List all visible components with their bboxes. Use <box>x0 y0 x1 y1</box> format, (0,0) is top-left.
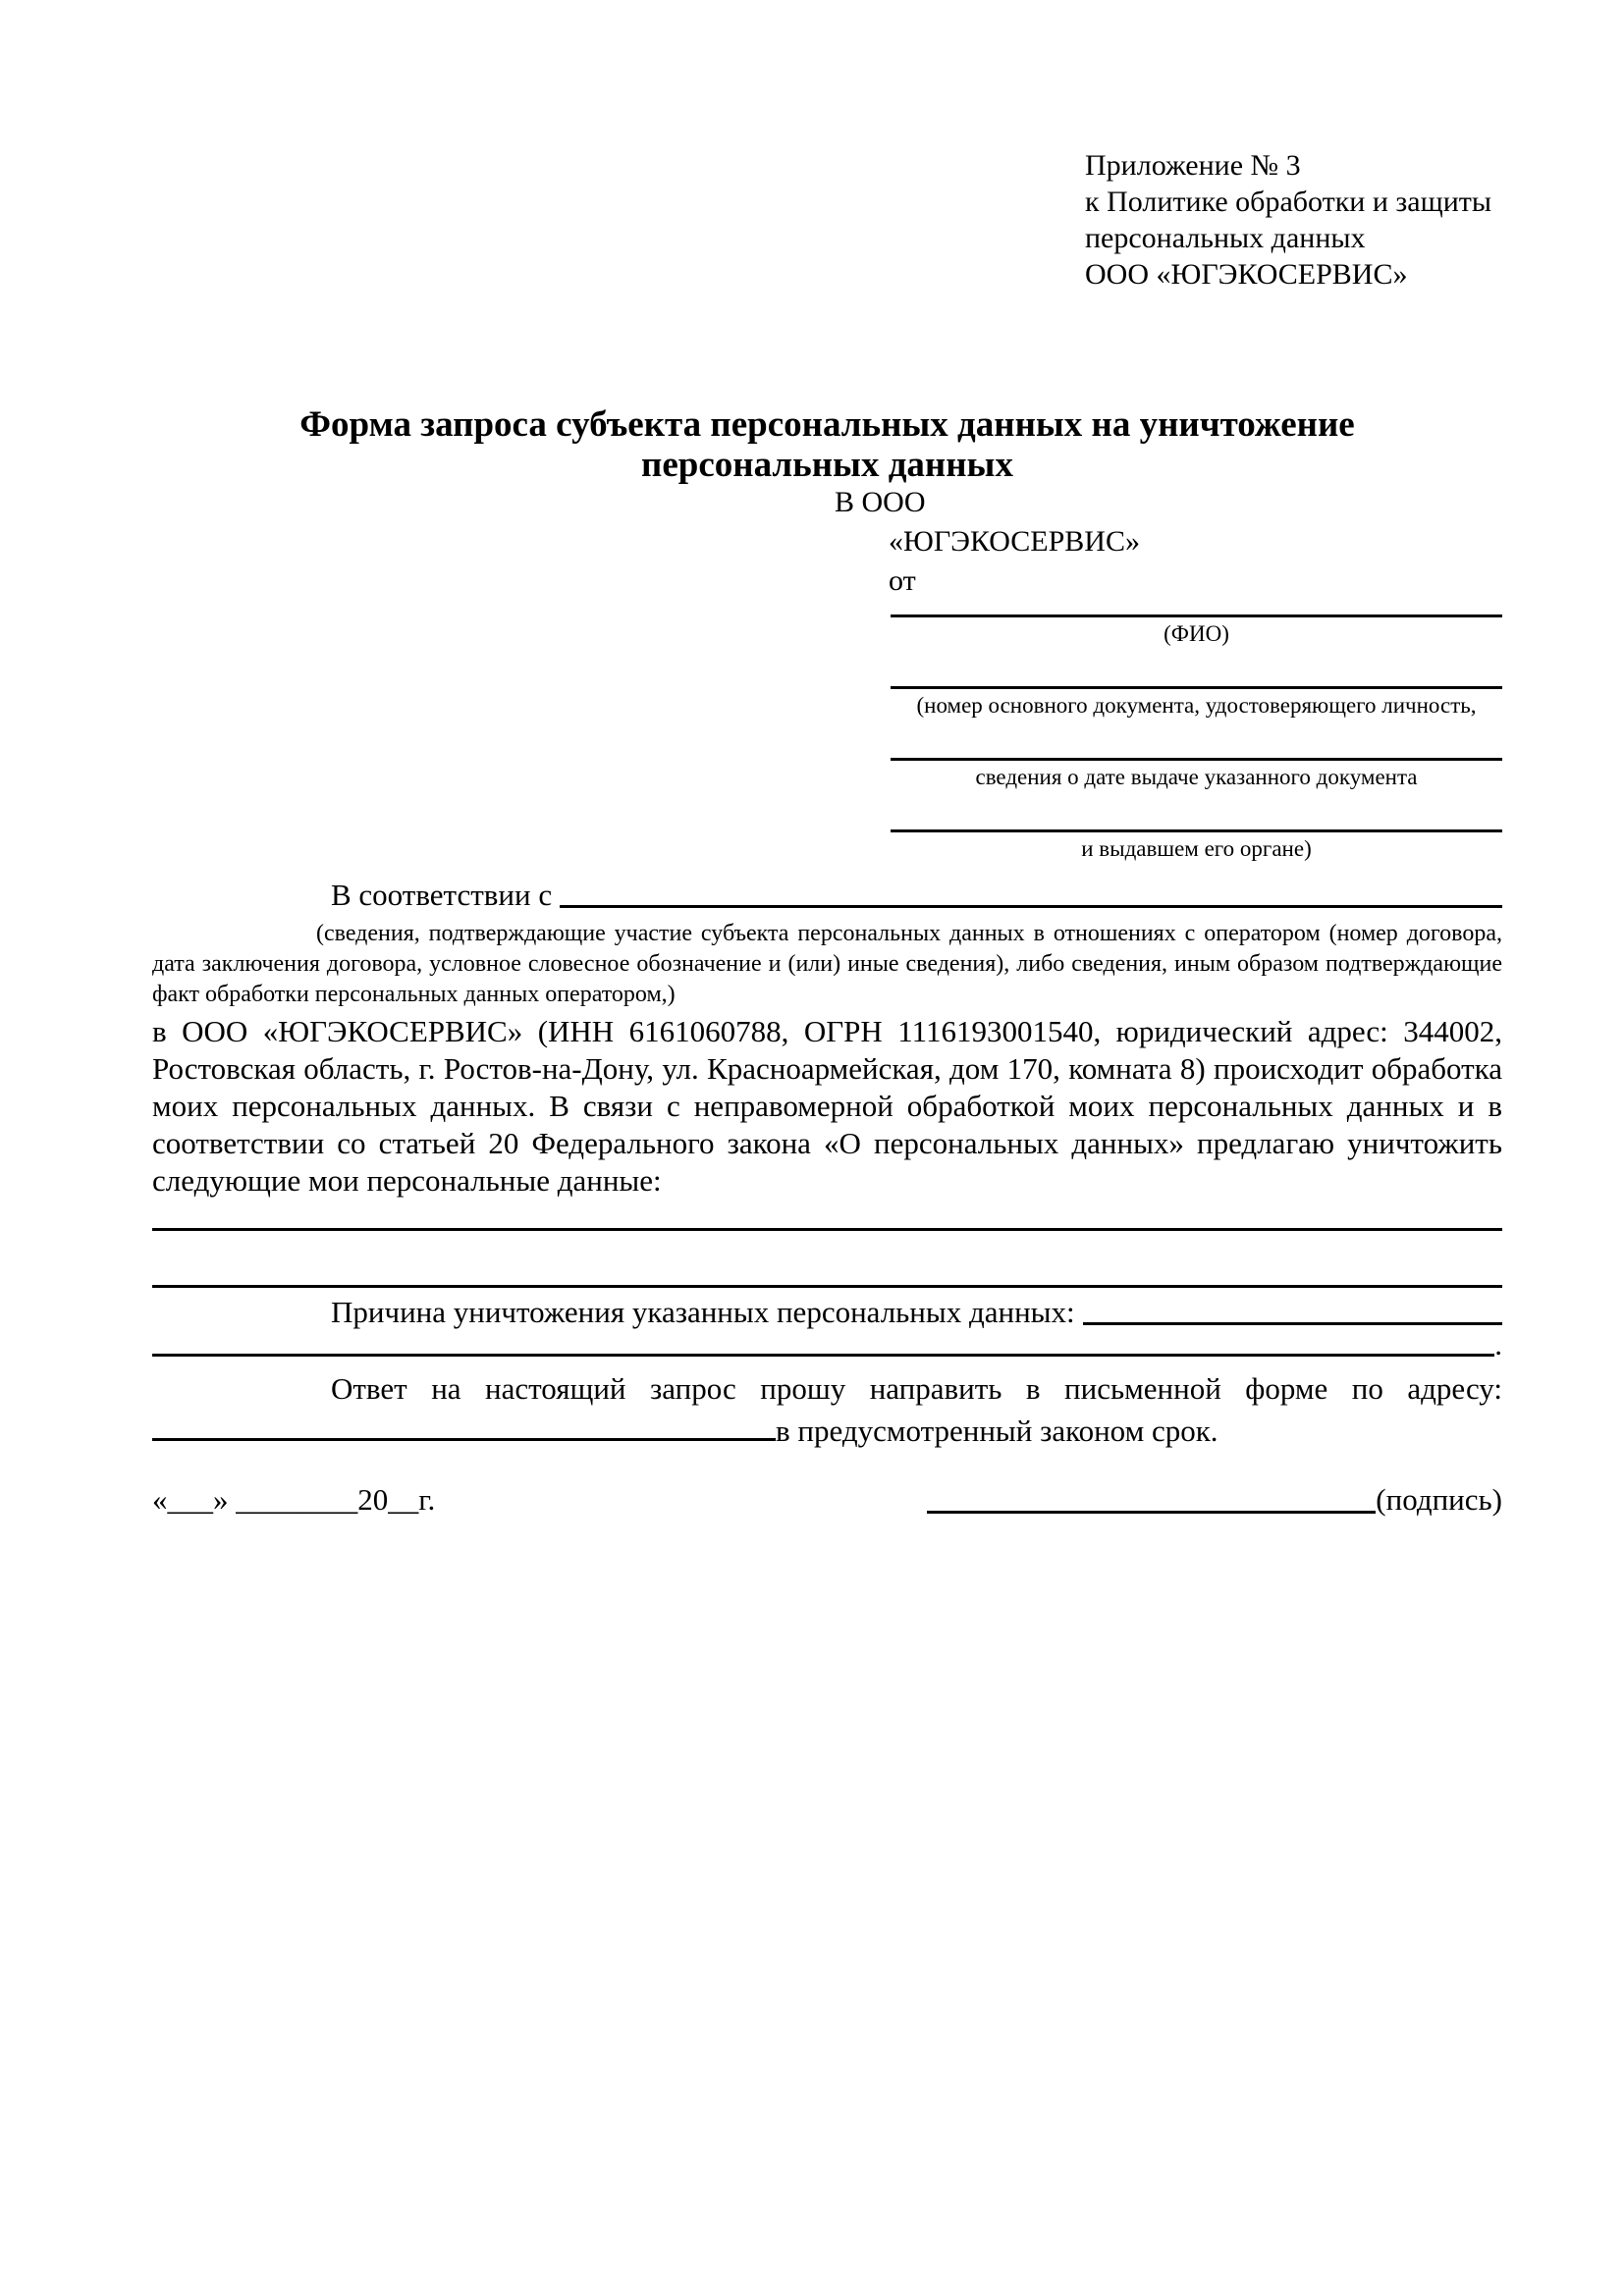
accordance-blank-line <box>560 877 1502 908</box>
answer-lead: Ответ на настоящий запрос прошу направить в письменной форме по адресу: <box>331 1371 1502 1406</box>
reason-label: Причина уничтожения указанных персональных данных: <box>331 1295 1075 1329</box>
addressee-org-name: «ЮГЭКОСЕРВИС» <box>889 525 1140 558</box>
reason-continuation-line <box>152 1327 1502 1362</box>
address-blank-line <box>152 1408 776 1441</box>
answer-tail: в предусмотренный законом срок. <box>776 1414 1218 1448</box>
appendix-line: Приложение № 3 <box>1085 149 1301 182</box>
fio-blank-line <box>891 577 1502 617</box>
reason-blank-line-2 <box>152 1327 1494 1357</box>
addressee-from-label: от <box>889 564 916 597</box>
field-document-number <box>891 649 1502 721</box>
signature-caption: (подпись) <box>1376 1482 1502 1517</box>
field-fio <box>891 577 1502 649</box>
issue-date-blank-line <box>891 721 1502 761</box>
appendix-line: к Политике обработки и защиты <box>1085 186 1492 218</box>
document-number-blank-line <box>891 649 1502 689</box>
reason-end-punctuation: . <box>1494 1327 1502 1362</box>
signature-block <box>919 1480 1502 1520</box>
appendix-line: персональных данных <box>1085 222 1366 254</box>
reason-line <box>152 1294 1502 1331</box>
reason-blank-line <box>1083 1294 1502 1325</box>
answer-paragraph <box>152 1370 1502 1450</box>
accordance-line <box>152 877 1502 914</box>
applicant-fields <box>891 577 1502 864</box>
data-blank-line <box>152 1228 1502 1231</box>
field-issuing-authority <box>891 792 1502 864</box>
data-blank-line <box>152 1285 1502 1288</box>
document-title-line: Форма запроса субъекта персональных данных на уничтожение <box>299 404 1355 445</box>
issuing-authority-caption: и выдавшем его органе) <box>1081 836 1312 861</box>
appendix-block <box>1085 147 1546 293</box>
issue-date-caption: сведения о дате выдаче указанного документа <box>975 765 1418 789</box>
date-blank: «___» ________20__г. <box>152 1482 436 1517</box>
accordance-note: (сведения, подтверждающие участие субъекта персональных данных в отношениях с оператором (номер договора, дата заключения договора, условное словесное обозначение и (или) иные сведения), либо сведения, иным образом подтверждающие факт обработки персональных данных оператором,) <box>152 921 1502 1007</box>
field-issue-date <box>891 721 1502 792</box>
document-title <box>152 404 1502 485</box>
fio-caption: (ФИО) <box>1164 621 1229 646</box>
appendix-line: ООО «ЮГЭКОСЕРВИС» <box>1085 258 1408 291</box>
signature-blank-line <box>927 1480 1376 1514</box>
addressee-org-prefix: В ООО <box>835 486 926 518</box>
document-title-line: персональных данных <box>641 445 1013 485</box>
accordance-label: В соответствии с <box>331 878 553 912</box>
document-number-caption: (номер основного документа, удостоверяющего личность, <box>916 693 1477 718</box>
body-paragraph: в ООО «ЮГЭКОСЕРВИС» (ИНН 6161060788, ОГРН 1116193001540, юридический адрес: 344002, Ростовская область, г. Ростов-на-Дону, ул. Красноармейская, дом 170, комната 8) происходит обработка моих персональных данных. В связи с неправомерной обработкой моих персональных данных и в соответствии со статьей 20 Федерального закона «О персональных данных» предлагаю уничтожить следующие мои персональные данные: <box>152 1014 1502 1198</box>
issuing-authority-blank-line <box>891 792 1502 832</box>
